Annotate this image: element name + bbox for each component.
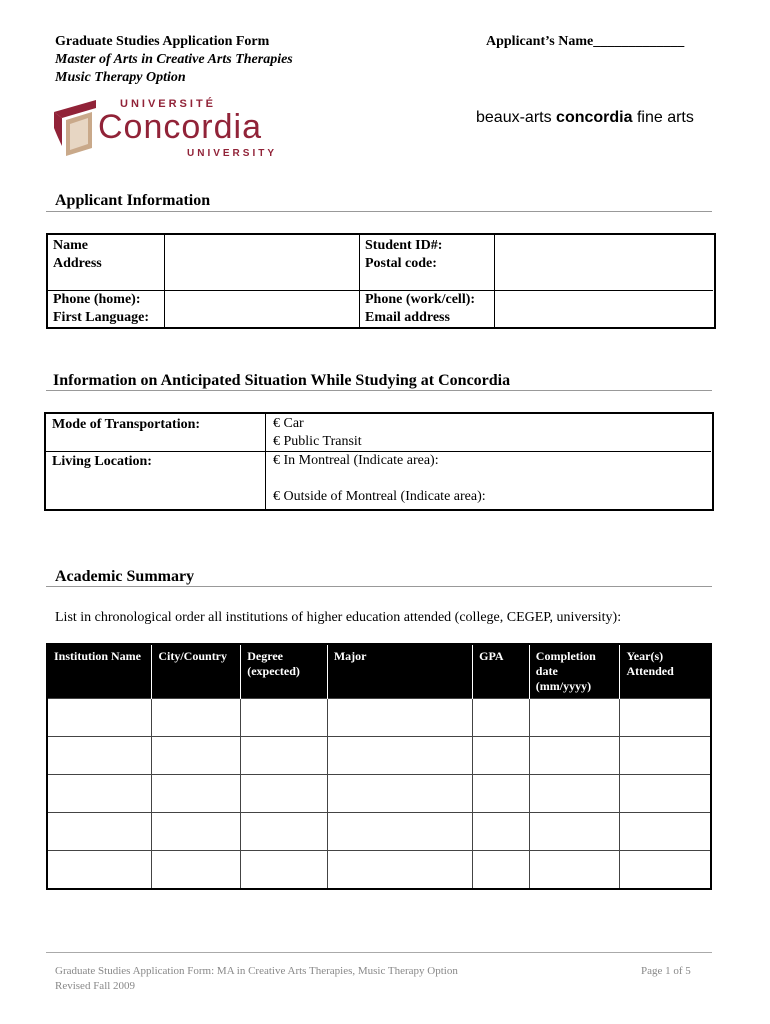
footer-form-name: Graduate Studies Application Form: MA in Creative Arts Therapies, Music Therapy Option xyxy=(55,965,458,977)
col-major: Major xyxy=(327,644,472,699)
postal-code-label: Postal code: xyxy=(365,256,437,271)
table-cell[interactable] xyxy=(473,851,530,890)
option-title: Music Therapy Option xyxy=(55,70,186,85)
table-cell[interactable] xyxy=(47,775,152,813)
logo-universite: UNIVERSITÉ xyxy=(120,98,217,110)
table-cell[interactable] xyxy=(241,775,328,813)
table-cell[interactable] xyxy=(47,851,152,890)
transport-label: Mode of Transportation: xyxy=(52,417,201,432)
living-label: Living Location: xyxy=(52,454,152,469)
option-car[interactable]: € Car xyxy=(273,416,304,431)
table-cell[interactable] xyxy=(473,775,530,813)
phone-work-email-field[interactable] xyxy=(496,292,710,325)
table-cell[interactable] xyxy=(47,813,152,851)
table-cell[interactable] xyxy=(327,813,472,851)
table-cell[interactable] xyxy=(47,699,152,737)
situation-title: Information on Anticipated Situation While Studying at Concordia xyxy=(53,372,511,389)
applicant-name-label: Applicant’s Name_____________ xyxy=(486,34,685,49)
first-language-label: First Language: xyxy=(53,310,150,325)
student-id-label: Student ID#: xyxy=(365,238,443,253)
academic-instruction: List in chronological order all institutions of higher education attended (college, CEGEP, university): xyxy=(55,610,622,625)
table-row xyxy=(47,775,711,813)
table-cell[interactable] xyxy=(529,699,620,737)
table-cell[interactable] xyxy=(529,737,620,775)
tagline-bold: concordia xyxy=(556,109,633,126)
logo-concordia: Concordia xyxy=(98,108,262,146)
phone-home-label: Phone (home): xyxy=(53,292,141,307)
tagline-prefix: beaux-arts xyxy=(476,109,557,126)
footer-revised: Revised Fall 2009 xyxy=(55,980,136,992)
table-cell[interactable] xyxy=(473,813,530,851)
col-degree: Degree (expected) xyxy=(241,644,328,699)
tagline-suffix: fine arts xyxy=(632,109,694,126)
name-label: Name xyxy=(53,238,88,253)
phone-work-label: Phone (work/cell): xyxy=(365,292,476,307)
table-cell[interactable] xyxy=(327,851,472,890)
address-label: Address xyxy=(53,256,102,271)
table-cell[interactable] xyxy=(152,737,241,775)
concordia-crest-icon xyxy=(52,98,98,158)
table-cell[interactable] xyxy=(327,699,472,737)
col-gpa: GPA xyxy=(473,644,530,699)
academic-table xyxy=(46,643,712,890)
option-public-transit[interactable]: € Public Transit xyxy=(273,434,362,449)
table-cell[interactable] xyxy=(529,775,620,813)
table-row xyxy=(47,699,711,737)
phone-home-language-field[interactable] xyxy=(166,292,358,325)
table-cell[interactable] xyxy=(327,775,472,813)
table-cell[interactable] xyxy=(152,699,241,737)
table-cell[interactable] xyxy=(327,737,472,775)
academic-title: Academic Summary xyxy=(55,568,195,585)
email-label: Email address xyxy=(365,310,450,325)
col-years-attended: Year(s) Attended xyxy=(620,644,711,699)
table-row xyxy=(47,737,711,775)
table-cell[interactable] xyxy=(473,699,530,737)
form-title: Graduate Studies Application Form xyxy=(55,34,270,49)
table-cell[interactable] xyxy=(241,699,328,737)
program-title: Master of Arts in Creative Arts Therapies xyxy=(55,52,293,67)
option-in-montreal[interactable]: € In Montreal (Indicate area): xyxy=(273,453,439,468)
name-address-field[interactable] xyxy=(166,235,358,289)
table-cell[interactable] xyxy=(529,851,620,890)
table-cell[interactable] xyxy=(620,737,711,775)
table-cell[interactable] xyxy=(47,737,152,775)
fine-arts-tagline xyxy=(476,109,694,127)
table-cell[interactable] xyxy=(241,737,328,775)
table-cell[interactable] xyxy=(473,737,530,775)
option-outside-montreal[interactable]: € Outside of Montreal (Indicate area): xyxy=(273,489,486,504)
table-cell[interactable] xyxy=(241,851,328,890)
col-completion-date: Completion date (mm/yyyy) xyxy=(529,644,620,699)
student-id-postal-field[interactable] xyxy=(496,235,710,289)
table-cell[interactable] xyxy=(620,851,711,890)
footer-page-number: Page 1 of 5 xyxy=(641,965,691,977)
col-city-country: City/Country xyxy=(152,644,241,699)
table-cell[interactable] xyxy=(620,775,711,813)
applicant-info-title: Applicant Information xyxy=(55,192,211,209)
table-cell[interactable] xyxy=(529,813,620,851)
table-cell[interactable] xyxy=(152,775,241,813)
logo-university: UNIVERSITY xyxy=(187,148,278,159)
table-cell[interactable] xyxy=(152,851,241,890)
table-row xyxy=(47,813,711,851)
table-cell[interactable] xyxy=(620,813,711,851)
table-row xyxy=(47,851,711,890)
col-institution: Institution Name xyxy=(47,644,152,699)
concordia-logo xyxy=(52,98,297,162)
table-cell[interactable] xyxy=(241,813,328,851)
table-cell[interactable] xyxy=(152,813,241,851)
table-cell[interactable] xyxy=(620,699,711,737)
